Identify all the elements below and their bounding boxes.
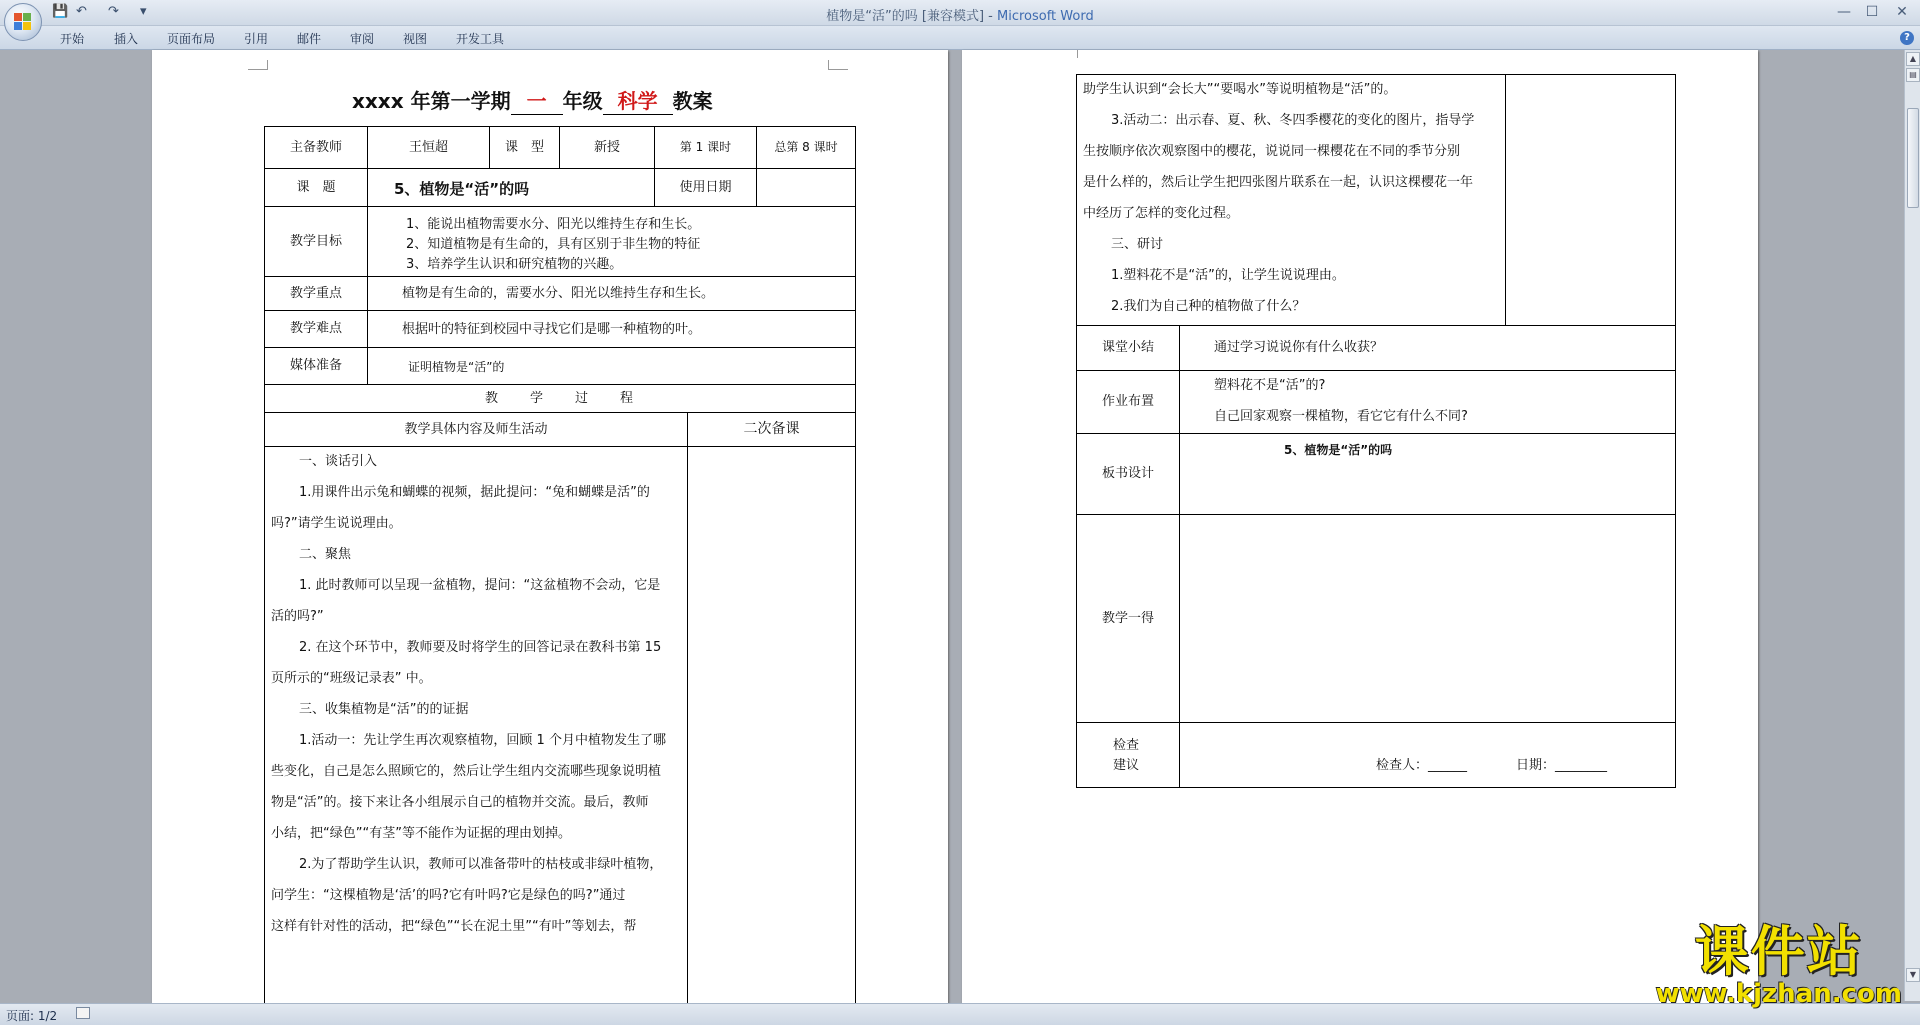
- check-label-cell: [1076, 722, 1180, 788]
- ruler-toggle-icon[interactable]: ▤: [1906, 68, 1920, 82]
- media-label: 媒体准备: [264, 347, 368, 385]
- check-label: 建议: [1113, 758, 1140, 773]
- content-line: 三、研讨: [1111, 237, 1164, 252]
- content-line: 三、收集植物是“活”的的证据: [299, 702, 469, 717]
- tab-view[interactable]: 视图: [403, 32, 428, 46]
- homework-cell: [1179, 370, 1676, 434]
- summary-cell: [1179, 325, 1676, 371]
- content-line: 1.用课件出示兔和蝴蝶的视频，据此提问：“兔和蝴蝶是活”的: [299, 485, 650, 500]
- difficulty-value: 根据叶的特征到校园中寻找它们是哪一种植物的叶。: [402, 322, 702, 337]
- tab-references[interactable]: 引用: [244, 32, 269, 46]
- tab-home[interactable]: 开始: [60, 32, 85, 46]
- content-line: 1. 此时教师可以呈现一盆植物，提问：“这盆植物不会动，它是: [299, 578, 661, 593]
- teacher-label: 主备教师: [264, 126, 368, 169]
- document-page-1[interactable]: [152, 50, 948, 1005]
- ribbon-tab-bar: [0, 26, 1920, 50]
- homework-item: 自己回家观察一棵植物，看它它有什么不同?: [1214, 409, 1468, 424]
- content-line: 2. 在这个环节中，教师要及时将学生的回答记录在教科书第 15: [299, 640, 662, 655]
- watermark-url: www.kjzhan.com: [1655, 979, 1902, 1009]
- help-icon[interactable]: ?: [1900, 31, 1914, 45]
- content-line: 问学生：“这棵植物是‘活’的吗?它有叶吗?它是绿色的吗?”通过: [271, 888, 626, 903]
- content-header: 教学具体内容及师生活动: [264, 412, 688, 447]
- content-line: 活的吗?”: [271, 609, 324, 624]
- reflection-label: 教学一得: [1076, 514, 1180, 723]
- board-cell: [1179, 433, 1676, 515]
- site-watermark: [1655, 920, 1902, 1009]
- title-grade: 一: [526, 89, 547, 113]
- document-page-2[interactable]: [962, 50, 1758, 1005]
- crop-mark: [248, 60, 268, 70]
- title-prefix: xxxx 年第一学期: [352, 89, 511, 113]
- media-value: 证明植物是“活”的: [408, 360, 505, 374]
- key-value: 植物是有生命的，需要水分、阳光以维持生存和生长。: [402, 286, 715, 301]
- content-line: 小结，把“绿色”“有茎”等不能作为证据的理由划掉。: [271, 826, 571, 841]
- office-button[interactable]: [4, 3, 42, 41]
- redo-icon[interactable]: ↷: [108, 4, 119, 19]
- title-bar: [0, 0, 1920, 26]
- summary-label: 课堂小结: [1076, 325, 1180, 371]
- window-title: [0, 5, 1920, 24]
- board-label: 板书设计: [1076, 433, 1180, 515]
- title-suffix: 教案: [672, 89, 713, 113]
- topic-cell: [367, 168, 655, 207]
- date-value[interactable]: [756, 168, 856, 207]
- content-line: 中经历了怎样的变化过程。: [1083, 206, 1240, 221]
- board-title: 5、植物是“活”的吗: [1284, 443, 1393, 457]
- content-line: 些变化，自己是怎么照顾它的，然后让学生组内交流哪些现象说明植: [271, 764, 662, 779]
- tab-review[interactable]: 审阅: [350, 32, 375, 46]
- secondary-cell[interactable]: [1505, 74, 1676, 326]
- maximize-button[interactable]: ☐: [1865, 4, 1879, 20]
- content-line: 物是“活”的。接下来让各小组展示自己的植物并交流。最后，教师: [271, 795, 649, 810]
- process-header: 教 学 过 程: [264, 384, 856, 413]
- lesson-total: 总第 8 课时: [756, 126, 856, 169]
- proofing-icon[interactable]: [76, 1007, 90, 1019]
- tab-page-layout[interactable]: 页面布局: [167, 32, 216, 46]
- content-line: 二、聚焦: [299, 547, 352, 562]
- customize-qat-icon[interactable]: ▾: [140, 4, 147, 19]
- secondary-cell[interactable]: [687, 446, 856, 1005]
- close-button[interactable]: ✕: [1896, 4, 1908, 20]
- homework-item: 塑料花不是“活”的?: [1214, 378, 1326, 393]
- content-line: 助学生认识到“会长大”“要喝水”等说明植物是“活”的。: [1083, 82, 1397, 97]
- difficulty-label: 教学难点: [264, 310, 368, 348]
- document-name: 植物是“活”的吗 [兼容模式] -: [826, 9, 997, 24]
- scroll-thumb[interactable]: [1907, 108, 1919, 208]
- app-name: Microsoft Word: [996, 9, 1094, 24]
- scroll-up-icon[interactable]: ▲: [1906, 52, 1920, 66]
- content-line: 生按顺序依次观察图中的樱花，说说同一棵樱花在不同的季节分别: [1083, 144, 1461, 159]
- undo-icon[interactable]: ↶: [76, 4, 87, 19]
- goal-item: 3、培养学生认识和研究植物的兴趣。: [406, 257, 623, 272]
- check-date-field[interactable]: 日期：________: [1516, 758, 1608, 773]
- content-line: 一、谈话引入: [299, 454, 378, 469]
- content-line: 1.活动一：先让学生再次观察植物，回顾 1 个月中植物发生了哪: [299, 733, 666, 748]
- goal-item: 2、知道植物是有生命的，具有区别于非生物的特征: [406, 237, 701, 252]
- continuation-cell: [1076, 74, 1506, 326]
- type-value: 新授: [559, 126, 655, 169]
- summary-value: 通过学习说说你有什么收获？: [1214, 340, 1384, 355]
- crop-mark: [828, 60, 848, 70]
- vertical-scrollbar[interactable]: [1904, 50, 1920, 1001]
- lesson-number: 第 1 课时: [654, 126, 757, 169]
- checker-field[interactable]: 检查人：______: [1376, 758, 1468, 773]
- status-bar: [0, 1003, 1920, 1025]
- title-subject: 科学: [617, 89, 658, 113]
- content-line: 是什么样的，然后让学生把四张图片联系在一起，认识这棵樱花一年: [1083, 175, 1474, 190]
- save-icon[interactable]: 💾: [52, 4, 69, 19]
- content-line: 页所示的“班级记录表” 中。: [271, 671, 432, 686]
- goal-item: 1、能说出植物需要水分、阳光以维持生存和生长。: [406, 217, 701, 232]
- content-line: 3.活动二：出示春、夏、秋、冬四季樱花的变化的图片，指导学: [1111, 113, 1475, 128]
- watermark-name: 课件站: [1694, 920, 1863, 983]
- type-label: 课 型: [489, 126, 560, 169]
- office-logo-icon: [14, 13, 32, 31]
- lesson-content-cell: [264, 446, 688, 1005]
- reflection-cell[interactable]: [1179, 514, 1676, 723]
- tab-mailings[interactable]: 邮件: [297, 32, 322, 46]
- goal-cell: [367, 206, 856, 277]
- scroll-down-icon[interactable]: ▼: [1906, 968, 1920, 982]
- goal-label: 教学目标: [264, 206, 368, 277]
- difficulty-cell: [367, 310, 856, 348]
- minimize-button[interactable]: —: [1837, 4, 1851, 20]
- content-line: 2.为了帮助学生认识，教师可以准备带叶的枯枝或非绿叶植物，: [299, 857, 663, 872]
- content-line: 吗?”请学生说说理由。: [271, 516, 402, 531]
- date-label: 使用日期: [654, 168, 757, 207]
- document-title: [352, 85, 772, 115]
- teacher-value: 王恒超: [367, 126, 490, 169]
- key-label: 教学重点: [264, 276, 368, 311]
- topic-value: 5、植物是“活”的吗: [394, 180, 530, 198]
- content-line: 这样有针对性的活动，把“绿色”“长在泥土里”“有叶”等划去，帮: [271, 919, 637, 934]
- topic-label: 课 题: [264, 168, 368, 207]
- secondary-header: 二次备课: [687, 412, 856, 447]
- key-cell: [367, 276, 856, 311]
- tab-insert[interactable]: 插入: [114, 32, 139, 46]
- check-label: 检查: [1113, 738, 1140, 753]
- page-indicator[interactable]: 页面: 1/2: [6, 1009, 58, 1023]
- check-cell: [1179, 722, 1676, 788]
- content-line: 1.塑料花不是“活”的，让学生说说理由。: [1111, 268, 1345, 283]
- crop-mark: [1058, 50, 1078, 58]
- content-line: 2.我们为自己种的植物做了什么？: [1111, 299, 1306, 314]
- tab-developer[interactable]: 开发工具: [456, 32, 505, 46]
- homework-label: 作业布置: [1076, 370, 1180, 434]
- media-cell: [367, 347, 856, 385]
- title-grade-suffix: 年级: [562, 89, 603, 113]
